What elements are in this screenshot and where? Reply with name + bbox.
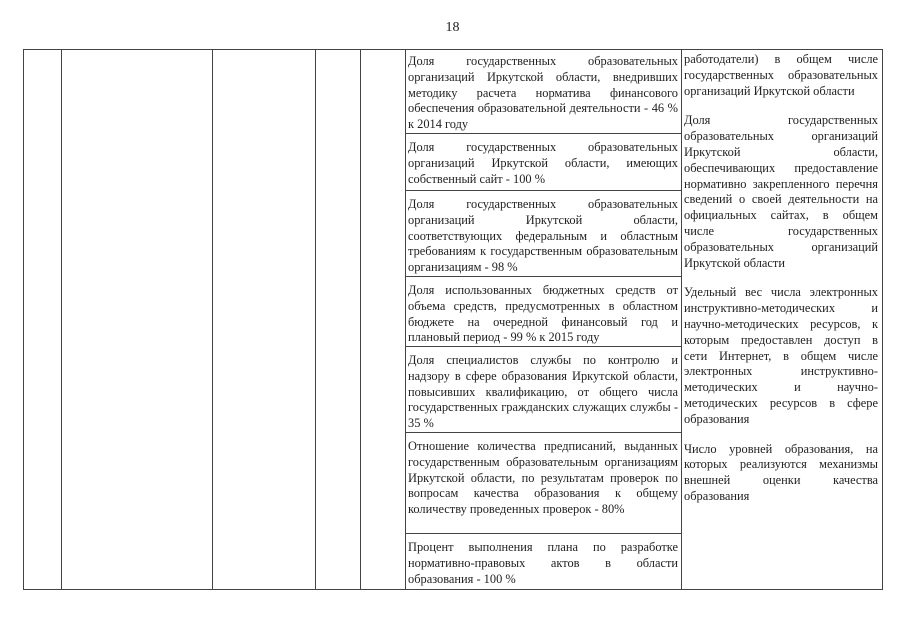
column-divider — [360, 49, 361, 589]
column-divider — [315, 49, 316, 589]
result-text: Удельный вес числа электронных инструктивно-методических и научно-методических ресурсов, к которым предоставлен доступ в сети Интернет, в общем числе электронных инструктивно-методических и научно-методических ресурсов в сфере образования — [684, 285, 878, 426]
table-top-border — [23, 49, 883, 50]
row-divider — [405, 432, 681, 433]
row-divider — [405, 533, 681, 534]
indicator-cell: Процент выполнения плана по разработке нормативно-правовых актов в области образования - 100 % — [408, 540, 678, 586]
row-divider — [405, 276, 681, 277]
column-divider — [61, 49, 62, 589]
page-number: 18 — [445, 20, 460, 35]
indicator-cell: Доля государственных образовательных организаций Иркутской области, имеющих собственный сайт - 100 % — [408, 140, 678, 186]
indicator-cell: Доля государственных образовательных организаций Иркутской области, соответствующих федеральным и областным требованиям к государственным образовательным организациям - 98 % — [408, 197, 678, 275]
result-text: Число уровней образования, на которых реализуются механизмы внешней оценки качества образования — [684, 441, 878, 503]
result-text: работодатели) в общем числе государственных образовательных организаций Иркутской области — [684, 52, 878, 98]
indicator-cell: Доля специалистов службы по контролю и надзору в сфере образования Иркутской области, повысивших квалификацию, от общего числа государственных гражданских служащих службы - 35 % — [408, 353, 678, 431]
indicator-cell: Доля использованных бюджетных средств от объема средств, предусмотренных в областном бюджете на очередной финансовый год и плановый период - 99 % к 2015 году — [408, 283, 678, 345]
results-column — [682, 52, 880, 519]
row-divider — [405, 133, 681, 134]
column-divider — [23, 49, 24, 589]
indicator-cell: Доля государственных образовательных организаций Иркутской области, внедривших методику расчета норматива финансового обеспечения образовательной деятельности - 46 % к 2014 году — [408, 54, 678, 132]
row-divider — [405, 190, 681, 191]
column-divider — [212, 49, 213, 589]
row-divider — [405, 346, 681, 347]
result-text: Доля государственных образовательных организаций Иркутской области, обеспечивающих предоставление нормативно закрепленного перечня сведений о своей деятельности на официальных сайтах, в общем числе государственных образовательных организаций Иркутской области — [684, 113, 878, 270]
indicator-cell: Отношение количества предписаний, выданных государственным образовательным организациям Иркутской области, по результатам проверок по вопросам качества образования к общему количеству проведенных проверок - 80% — [408, 439, 678, 517]
table-bottom-border — [23, 589, 883, 590]
column-divider — [882, 49, 883, 589]
